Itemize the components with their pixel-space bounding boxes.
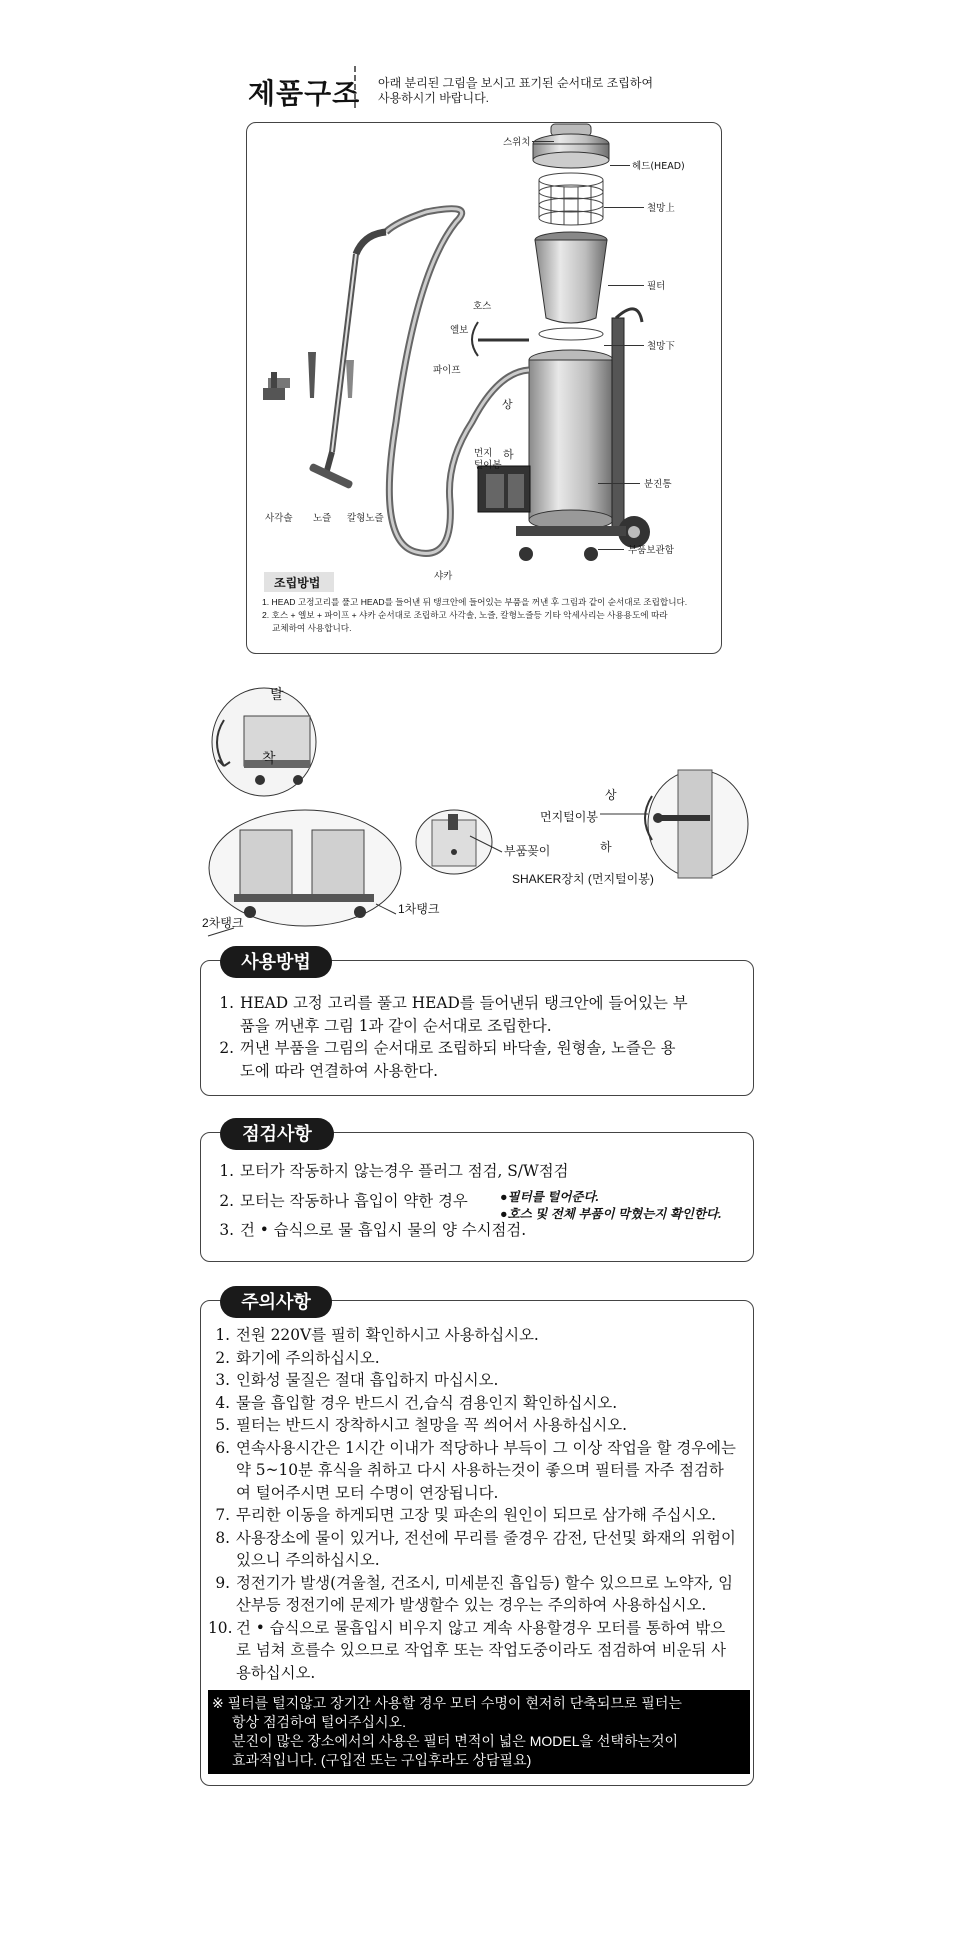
caution-item-10-line-2: 로 넘쳐 흐를수 있으므로 작업후 또는 작업도중이라도 점검하여 비운뒤 사 bbox=[236, 1641, 727, 1659]
caution-item-9-num: 9. bbox=[215, 1573, 230, 1592]
detail-illustrations bbox=[200, 680, 760, 940]
label-tank-1: 1차탱크 bbox=[398, 902, 440, 916]
caution-item-6 bbox=[208, 1437, 756, 1460]
caution-item-3-line-1: 인화성 물질은 절대 흡입하지 마십시오. bbox=[236, 1371, 499, 1389]
caution-item-7-num: 7. bbox=[215, 1506, 230, 1524]
usage-list bbox=[212, 992, 750, 1082]
page-title: 제품구조 bbox=[248, 78, 361, 109]
leader-line bbox=[610, 165, 630, 166]
label-filter: 필터 bbox=[647, 281, 666, 292]
inspection-item-3-text: 건 • 습식으로 물 흡입시 물의 양 수시점검. bbox=[240, 1221, 527, 1239]
assembly-title: 조립방법 bbox=[274, 576, 321, 590]
label-square-brush: 사각솔 bbox=[265, 513, 293, 524]
caution-item-5 bbox=[208, 1414, 756, 1437]
caution-item-10 bbox=[208, 1617, 756, 1640]
label-parts-storage: 부품보관함 bbox=[628, 545, 674, 556]
usage-item-2-line-1: 꺼낸 부품을 그림의 순서대로 조립하되 바닥솔, 원형솔, 노즐은 용 bbox=[240, 1039, 676, 1057]
caution-item-2-num: 2. bbox=[215, 1348, 230, 1367]
leader-line bbox=[604, 345, 644, 346]
caution-item-1-line-1: 전원 220V를 필히 확인하시고 사용하십시오. bbox=[236, 1326, 539, 1344]
inspection-item-3-num: 3. bbox=[219, 1221, 234, 1239]
caution-note bbox=[212, 1694, 752, 1770]
intro-text bbox=[378, 76, 698, 106]
assembly-notes bbox=[262, 596, 712, 635]
caution-item-10-line-1: 건 • 습식으로 물흡입시 비우지 않고 계속 사용할경우 모터를 통하여 밖으 bbox=[236, 1618, 726, 1637]
assembly-step-1: 1. HEAD 고정고리를 풀고 HEAD를 들어낸 뒤 탱크안에 들어있는 부품을 꺼낸 후 그림과 같이 순서대로 조립합니다. bbox=[262, 597, 688, 607]
leader-line bbox=[604, 207, 644, 208]
caution-item-1 bbox=[208, 1324, 756, 1347]
inspection-item-1 bbox=[212, 1160, 752, 1183]
caution-title: 주의사항 bbox=[220, 1286, 332, 1318]
label-tank-2: 2차탱크 bbox=[202, 916, 244, 930]
caution-item-8 bbox=[208, 1527, 756, 1550]
caution-item-6-line-2: 약 5~10분 휴식을 취하고 다시 사용하는것이 좋으며 필터를 자주 점검하 bbox=[236, 1461, 724, 1479]
caution-item-7 bbox=[208, 1504, 756, 1527]
leader-line bbox=[532, 141, 554, 142]
label-parts-hook: 부품꽂이 bbox=[504, 844, 551, 858]
caution-note-line-2: 항상 점검하여 털어주십시오. bbox=[232, 1714, 406, 1730]
caution-item-5-line-1: 필터는 반드시 장착하시고 철망을 꼭 씌어서 사용하십시오. bbox=[236, 1416, 628, 1434]
caution-item-1-num: 1. bbox=[215, 1326, 230, 1344]
label-shaker: 먼지 털이봉 bbox=[474, 448, 502, 471]
inspection-item-1-text: 모터가 작동하지 않는경우 플러그 점검, S/W점검 bbox=[240, 1162, 569, 1180]
usage-item-1-num: 1. bbox=[219, 994, 234, 1012]
inspection-item-2-num: 2. bbox=[219, 1191, 234, 1210]
label-up: 상 bbox=[502, 398, 513, 411]
caution-item-6-line-3: 여 털어주시면 모터 수명이 연장됩니다. bbox=[236, 1483, 499, 1502]
usage-item-2-num: 2. bbox=[219, 1039, 234, 1057]
caution-item-9-line-1: 정전기가 발생(겨울철, 건조시, 미세분진 흡입등) 할수 있으므로 노약자, 임 bbox=[236, 1573, 733, 1592]
inspection-title: 점검사항 bbox=[220, 1118, 334, 1150]
caution-item-9-line-2: 산부등 정전기에 문제가 발생할수 있는 경우는 주의하여 사용하십시오. bbox=[236, 1596, 707, 1614]
label-flat-nozzle: 칼형노즐 bbox=[347, 513, 384, 524]
caution-item-9 bbox=[208, 1572, 756, 1595]
caution-item-8-line-1: 사용장소에 물이 있거나, 전선에 무리를 줄경우 감전, 단선및 화재의 위험이 bbox=[236, 1528, 736, 1547]
inspection-tip-1: ●필터를 털어준다. bbox=[500, 1190, 600, 1204]
usage-item-1-line-1: HEAD 고정 고리를 풀고 HEAD를 들어낸뒤 탱크안에 들어있는 부 bbox=[240, 994, 688, 1012]
caution-note-line-1: ※ 필터를 털지않고 장기간 사용할 경우 모터 수명이 현저히 단축되므로 필터는 bbox=[212, 1695, 682, 1711]
caution-item-4-line-1: 물을 흡입할 경우 반드시 건,습식 겸용인지 확인하십시오. bbox=[236, 1393, 618, 1412]
caution-item-6-line-1: 연속사용시간은 1시간 이내가 적당하나 부득이 그 이상 작업을 할 경우에는 bbox=[236, 1438, 736, 1457]
leader-line bbox=[598, 483, 640, 484]
usage-item-2 bbox=[212, 1037, 750, 1060]
label-mesh-top: 철망上 bbox=[647, 203, 675, 214]
label-detach: 탈 bbox=[270, 686, 284, 702]
caution-note-line-4: 효과적입니다. (구입전 또는 구입후라도 상담필요) bbox=[232, 1752, 532, 1768]
leader-line bbox=[608, 285, 644, 286]
caution-list bbox=[208, 1324, 756, 1684]
leader-line bbox=[598, 549, 624, 550]
label-detail-up: 상 bbox=[605, 788, 617, 802]
assembly-step-2-cont: 교체하여 사용합니다. bbox=[272, 623, 352, 633]
label-shaker-rod: 먼지털이봉 bbox=[540, 810, 598, 824]
label-head: 헤드(HEAD) bbox=[632, 161, 685, 172]
label-down: 하 bbox=[503, 448, 514, 461]
label-elbow: 엘보 bbox=[450, 325, 469, 336]
title-divider bbox=[354, 66, 356, 108]
label-nozzle: 노즐 bbox=[313, 513, 332, 524]
caution-item-2 bbox=[208, 1347, 756, 1370]
label-pipe: 파이프 bbox=[433, 365, 461, 376]
usage-title: 사용방법 bbox=[220, 946, 332, 978]
label-shaker-device: SHAKER장치 (먼지털이봉) bbox=[512, 872, 654, 886]
label-dust-bin: 분진통 bbox=[644, 479, 672, 490]
assembly-step-2: 2. 호스 + 엘보 + 파이프 + 샤카 순서대로 조립하고 사각솔, 노즐, 칼형노즐등 기타 악세사리는 사용용도에 따라 bbox=[262, 610, 668, 620]
caution-item-2-line-1: 화기에 주의하십시오. bbox=[236, 1348, 380, 1367]
intro-line-2: 사용하시기 바랍니다. bbox=[378, 91, 489, 105]
caution-item-7-line-1: 무리한 이동을 하게되면 고장 및 파손의 원인이 되므로 삼가해 주십시오. bbox=[236, 1506, 717, 1524]
caution-item-8-num: 8. bbox=[215, 1528, 230, 1547]
caution-item-10-line-3: 용하십시오. bbox=[236, 1663, 316, 1682]
label-hose: 호스 bbox=[473, 301, 492, 312]
inspection-item-2-text: 모터는 작동하나 흡입이 약한 경우 bbox=[240, 1191, 468, 1210]
caution-item-10-num: 10. bbox=[208, 1618, 233, 1637]
label-mesh-bottom: 철망下 bbox=[647, 341, 675, 352]
caution-item-4-num: 4. bbox=[215, 1393, 230, 1412]
usage-item-2-line-2: 도에 따라 연결하여 사용한다. bbox=[240, 1061, 438, 1080]
intro-line-1: 아래 분리된 그림을 보시고 표기된 순서대로 조립하여 bbox=[378, 76, 654, 90]
inspection-tip-2: ●호스 및 전체 부품이 막혔는지 확인한다. bbox=[500, 1207, 722, 1221]
caution-item-6-num: 6. bbox=[215, 1438, 230, 1457]
label-detail-down: 하 bbox=[600, 840, 612, 854]
label-attach: 착 bbox=[262, 750, 276, 766]
usage-item-1 bbox=[212, 992, 750, 1015]
usage-item-1-line-2: 품을 꺼낸후 그림 1과 같이 순서대로 조립한다. bbox=[240, 1016, 552, 1035]
caution-item-3-num: 3. bbox=[215, 1371, 230, 1389]
caution-item-5-num: 5. bbox=[215, 1416, 230, 1434]
label-switch: 스위치 bbox=[503, 137, 531, 148]
caution-item-8-line-2: 있으니 주의하십시오. bbox=[236, 1551, 380, 1569]
label-floor-tool: 샤카 bbox=[434, 571, 453, 582]
inspection-tips bbox=[500, 1189, 722, 1223]
inspection-item-1-num: 1. bbox=[219, 1162, 234, 1180]
caution-item-3 bbox=[208, 1369, 756, 1392]
caution-note-line-3: 분진이 많은 장소에서의 사용은 필터 면적이 넓은 MODEL을 선택하는것이 bbox=[232, 1733, 679, 1749]
caution-item-4 bbox=[208, 1392, 756, 1415]
